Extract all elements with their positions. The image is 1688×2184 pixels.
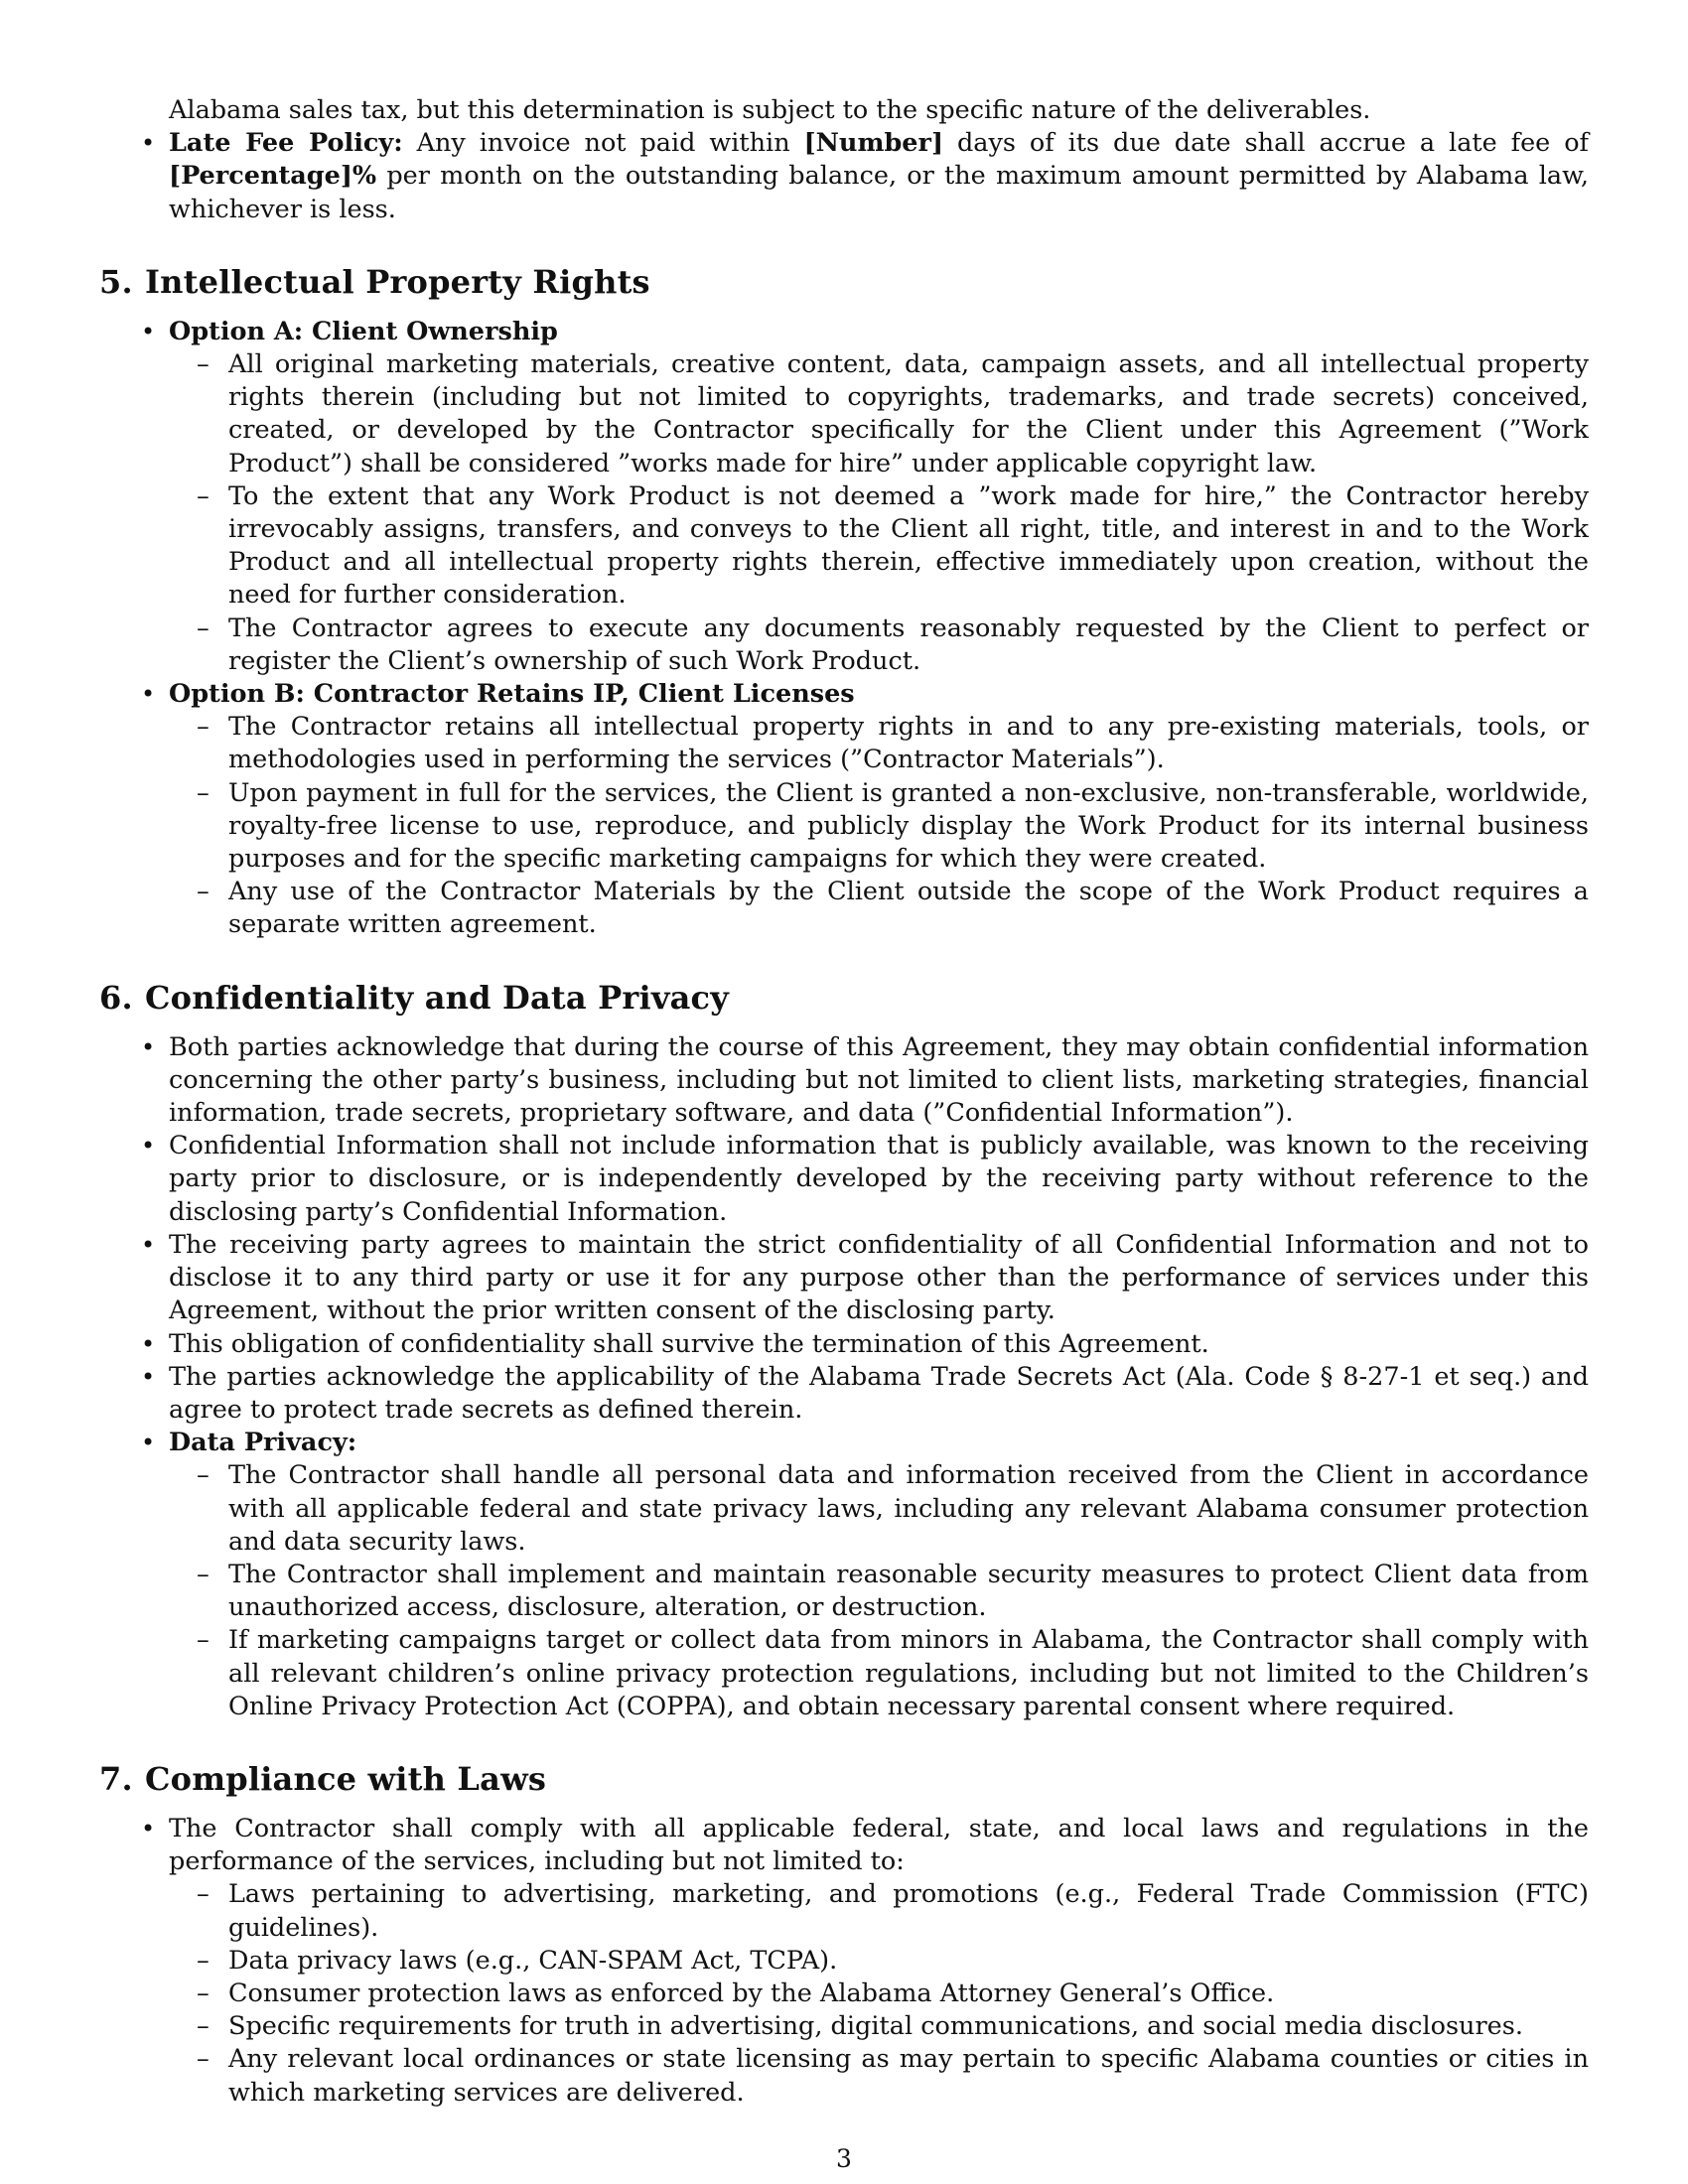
data-privacy-item [99, 1427, 1589, 1723]
dash-icon: – [197, 1559, 210, 1589]
compliance-intro: The Contractor shall comply with all applicable federal, state, and local laws and regulations in the performance of the services, including but not limited to: [169, 1813, 1589, 1877]
carryover-text: Alabama sales tax, but this determination is subject to the specific nature of the deliverables. [169, 95, 1371, 125]
list-item-text: The Contractor retains all intellectual property rights in and to any pre-existing materials, tools, or methodologies used in performing the services (”Contractor Materials”). [228, 712, 1589, 775]
section-7-heading [99, 1759, 1589, 1799]
bullet-icon: • [141, 1329, 156, 1358]
list-item [169, 1459, 1589, 1559]
list-item [99, 1229, 1589, 1328]
dash-icon: – [197, 613, 210, 643]
list-item-text: The Contractor shall implement and maintain reasonable security measures to protect Client data from unauthorized access, disclosure, alteration, or destruction. [228, 1559, 1589, 1623]
list-item-text: The Contractor agrees to execute any documents reasonably requested by the Client to perfect or register the Client’s ownership of such Work Product. [228, 613, 1589, 676]
section-6-title: Confidentiality and Data Privacy [145, 978, 730, 1017]
list-item-text: Any use of the Contractor Materials by the Client outside the scope of the Work Product requires a separate written agreement. [228, 877, 1589, 940]
dash-icon: – [197, 1879, 210, 1910]
list-item-text: Upon payment in full for the services, the Client is granted a non-exclusive, non-transferable, worldwide, royalty-free license to use, reproduce, and publicly display the Work Product for its internal business purposes and for the specific marketing campaigns for which they were created. [228, 777, 1589, 875]
option-b-label: Option B: Contractor Retains IP, Client Licenses [169, 679, 855, 710]
dash-icon: – [197, 712, 210, 743]
section-6-number: 6. [99, 978, 133, 1017]
compliance-sublist [169, 1878, 1589, 2109]
section-6-heading [99, 978, 1589, 1018]
list-item-text: If marketing campaigns target or collect data from minors in Alabama, the Contractor shall comply with all relevant children’s online privacy protection regulations, including but not limited to the Children’s Online Privacy Protection Act (COPPA), and obtain necessary parental consent where required. [228, 1625, 1589, 1721]
compliance-item [99, 1813, 1589, 2110]
dash-icon: – [197, 877, 210, 907]
section-5-number: 5. [99, 262, 133, 301]
dash-icon: – [197, 480, 210, 511]
list-item-text: Any relevant local ordinances or state licensing as may pertain to specific Alabama counties or cities in which marketing services are delivered. [228, 2044, 1589, 2108]
document-page [99, 94, 1589, 2110]
bullet-icon: • [141, 1814, 156, 1843]
list-item-text: The receiving party agrees to maintain the strict confidentiality of all Confidential Information and not to disclose it to any third party or use it for any purpose other than the performance of services under this Agreement, without the prior written consent of the disclosing party. [169, 1229, 1589, 1326]
late-fee-percentage-placeholder: [Percentage]% [169, 161, 377, 192]
option-a-item [99, 316, 1589, 678]
list-item [169, 2043, 1589, 2109]
section-7-list [99, 1813, 1589, 2110]
dash-icon: – [197, 1460, 210, 1491]
list-item-text: Laws pertaining to advertising, marketing, and promotions (e.g., Federal Trade Commission (FTC) guidelines). [228, 1879, 1589, 1943]
section-7-title: Compliance with Laws [145, 1759, 547, 1798]
list-item [169, 1978, 1589, 2010]
list-item [169, 2010, 1589, 2043]
data-privacy-sublist [169, 1459, 1589, 1723]
option-a-label: Option A: Client Ownership [169, 316, 558, 346]
list-item [169, 613, 1589, 678]
dash-icon: – [197, 1945, 210, 1976]
list-item-text: The parties acknowledge the applicability of the Alabama Trade Secrets Act (Ala. Code § 8-27-1 et seq.) and agree to protect trade secrets as defined therein. [169, 1361, 1589, 1425]
dash-icon: – [197, 777, 210, 808]
list-item [99, 1361, 1589, 1427]
section-7-number: 7. [99, 1759, 133, 1798]
bullet-icon: • [141, 1032, 156, 1061]
list-item [169, 777, 1589, 877]
list-item-text: Consumer protection laws as enforced by the Alabama Attorney General’s Office. [228, 1978, 1275, 2008]
dash-icon: – [197, 2044, 210, 2075]
list-item-text: All original marketing materials, creative content, data, campaign assets, and all intellectual property rights therein (including but not limited to copyrights, trademarks, and trade secrets) conceived, created, or developed by the Contractor specifically for the Client under this Agreement (”Work Product”) shall be considered ”works made for hire” under applicable copyright law. [228, 349, 1589, 478]
bullet-icon: • [141, 1230, 156, 1259]
bullet-icon: • [141, 1362, 156, 1391]
late-fee-text-1: Any invoice not paid within [402, 128, 804, 159]
option-a-sublist [169, 348, 1589, 678]
dash-icon: – [197, 1978, 210, 2008]
dash-icon: – [197, 2011, 210, 2042]
list-item [99, 1031, 1589, 1131]
list-item-text: Both parties acknowledge that during the course of this Agreement, they may obtain confidential information concerning the other party’s business, including but not limited to client lists, marketing strategies, financial information, trade secrets, proprietary software, and data (”Confidential Information”). [169, 1031, 1589, 1129]
late-fee-item [99, 127, 1589, 226]
dash-icon: – [197, 1625, 210, 1656]
late-fee-text-2: days of its due date shall accrue a late fee of [943, 128, 1589, 159]
list-item [169, 480, 1589, 613]
late-fee-list [99, 127, 1589, 226]
list-item [169, 876, 1589, 941]
list-item [99, 1328, 1589, 1361]
late-fee-text-3: per month on the outstanding balance, or the maximum amount permitted by Alabama law, whichever is less. [169, 161, 1589, 224]
late-fee-label: Late Fee Policy: [169, 128, 403, 159]
list-item [169, 1624, 1589, 1723]
option-b-sublist [169, 711, 1589, 941]
list-item [169, 1559, 1589, 1624]
section-5-list [99, 316, 1589, 942]
bullet-icon: • [141, 1132, 156, 1160]
bullet-icon: • [141, 129, 156, 158]
list-item-text: Data privacy laws (e.g., CAN-SPAM Act, TCPA). [228, 1945, 838, 1976]
bullet-icon: • [141, 317, 156, 345]
bullet-icon: • [141, 680, 156, 709]
section-5-title: Intellectual Property Rights [145, 262, 650, 301]
option-b-item [99, 678, 1589, 942]
list-item [99, 1130, 1589, 1229]
data-privacy-label: Data Privacy: [169, 1428, 357, 1458]
list-item [169, 1945, 1589, 1978]
list-item-text: Confidential Information shall not include information that is publicly available, was known to the receiving party prior to disclosure, or is independently developed by the receiving party without reference to the disclosing party’s Confidential Information. [169, 1131, 1589, 1227]
dash-icon: – [197, 349, 210, 380]
page-number: 3 [836, 2144, 852, 2173]
list-item [169, 1878, 1589, 1944]
list-item-text: The Contractor shall handle all personal data and information received from the Client in accordance with all applicable federal and state privacy laws, including any relevant Alabama consumer protection and data security laws. [228, 1460, 1589, 1557]
list-item-text: Specific requirements for truth in advertising, digital communications, and social media disclosures. [228, 2011, 1523, 2042]
late-fee-number-placeholder: [Number] [803, 128, 944, 159]
list-item [169, 711, 1589, 776]
section-6-list [99, 1031, 1589, 1723]
list-item-text: To the extent that any Work Product is not deemed a ”work made for hire,” the Contractor hereby irrevocably assigns, transfers, and conveys to the Client all right, title, and interest in and to the Work Product and all intellectual property rights therein, effective immediately upon creation, without the need for further consideration. [228, 480, 1589, 611]
bullet-icon: • [141, 1429, 156, 1457]
section-5-heading [99, 262, 1589, 302]
list-item [169, 348, 1589, 480]
list-item-text: This obligation of confidentiality shall survive the termination of this Agreement. [169, 1328, 1209, 1359]
